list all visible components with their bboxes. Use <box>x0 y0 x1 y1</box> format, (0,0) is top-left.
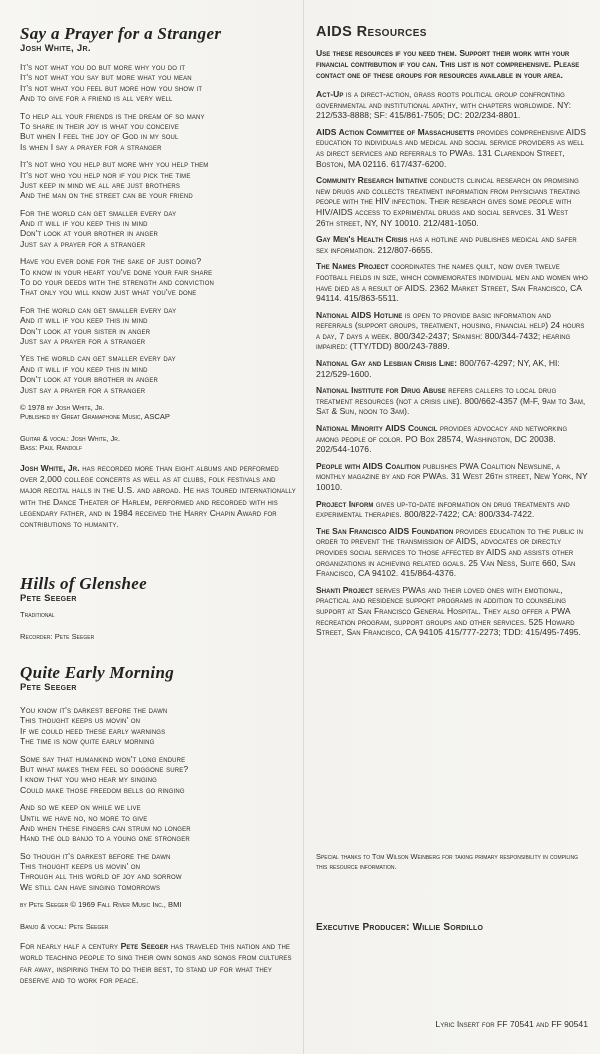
resource-name: National Minority AIDS Council <box>316 423 438 434</box>
lyric-line: And it will if you keep this in mind <box>20 218 148 229</box>
lyric-line: Until we have no, no more to give <box>20 812 148 823</box>
resources-heading: AIDS Resources <box>316 24 427 40</box>
resource-text: is open to provide basic information and referrals (support groups, treatment, housing, financial help) 24 hours a day, 7 days a week. 800/342-2437; Spanish: 800/344-7432; hearing impaired: (TTY/TDD) 800/243-7889. <box>316 309 585 352</box>
resource-name: Act-Up <box>316 89 344 99</box>
verse-1 <box>20 62 298 104</box>
resource-text: 800/767-4297; NY, AK, HI: 212/529-1600. <box>316 358 560 379</box>
lyric-line: The time is now quite early morning <box>20 736 155 747</box>
resource-text: provides education to the public in order to prevent the transmission of AIDS, advocates or directly provides social services to those affected by AIDS and assists other organizations in achieving related goals. 25 Van Ness, Suite 660, San Francisco, CA 94102. 415/864-4376. <box>316 525 583 579</box>
lyric-line: Some say that humankind won't long endure <box>20 753 186 764</box>
credits-block <box>316 852 588 871</box>
bio-text: has traveled this nation and the world teaching people to sing their own songs and songs from cultures far away, inspiring them to do their best, to stand up for what they deserve and to work for peace. <box>20 941 292 985</box>
lyric-line: It's not who you help nor if you pick the time <box>20 169 191 180</box>
bio-text: has recorded more than eight albums and performed over 2,000 college concerts as well as at clubs, folk festivals and major recital halls in the U.S. and abroad. He has toured internationally with the Dance Theater of Harlem, performed and recorded with his legendary father, and in 1984 received the Harry Chapin Award for contributions to humanity. <box>20 462 296 529</box>
lyric-line: Just keep in mind we all are just brothers <box>20 179 181 190</box>
resource-entry <box>316 385 588 417</box>
lyric-line: Could make those freedom bells go ringing <box>20 784 185 795</box>
lyric-line: This thought keeps us movin' on <box>20 715 141 726</box>
artist-bio <box>20 463 298 530</box>
footer-block <box>316 1019 588 1029</box>
special-thanks: Special thanks to Tom Wilson Weinberg for taking primary responsibility in compiling this resource information. <box>316 852 579 871</box>
lyric-line: Have you ever done for the sake of just doing? <box>20 256 202 267</box>
resource-name: National Gay and Lesbian Crisis Line: <box>316 358 458 369</box>
resource-entry <box>316 261 588 303</box>
performer-line: Guitar & vocal: Josh White, Jr. <box>20 433 121 443</box>
resource-text: gives up-to-date information on drug treatments and experimental therapies. 800/822-7422; CA: 800/334-7422. <box>316 498 570 520</box>
lyric-line: To know in your heart you've done your fair share <box>20 266 213 277</box>
lyric-line: And when these fingers can strum no longer <box>20 822 191 833</box>
lyric-line: To do your deeds with the strength and conviction <box>20 277 215 288</box>
resource-name: Gay Men's Health Crisis <box>316 234 408 245</box>
resource-entry <box>316 423 588 455</box>
resource-text: serves PWAs and their loved ones with emotional, practical and residence support programs in addition to counseling support at San Francisco General Hospital. They also offer a PWA recreation program, support groups and other services. 525 Howard Street, San Francisco, CA 94105 415/777-2273; TDD: 415/495-7495. <box>316 584 581 638</box>
lyric-line: To share in their joy is what you conceive <box>20 120 179 131</box>
lyric-line: Is when I say a prayer for a stranger <box>20 141 162 152</box>
verse-5 <box>20 256 298 298</box>
lyric-line: It's not what you feel but more how you show it <box>20 82 203 93</box>
resource-name: People with AIDS Coalition <box>316 460 421 471</box>
song-title: Hills of Glenshee <box>20 574 147 593</box>
copyright-line: by Pete Seeger © 1969 Fall River Music Inc., BMI <box>20 900 182 910</box>
verse-3 <box>20 802 298 844</box>
executive-producer: Executive Producer: Willie Sordillo <box>316 922 484 933</box>
song-byline: Josh White, Jr. <box>20 43 91 54</box>
lyric-line: Just say a prayer for a stranger <box>20 238 146 249</box>
song-title: Say a Prayer for a Stranger <box>20 24 222 43</box>
verse-4 <box>20 851 298 893</box>
song-quite-early-morning <box>20 664 298 986</box>
lyric-line: I know that you who hear my singing <box>20 774 157 785</box>
resource-entry <box>316 89 588 121</box>
traditional-label: Traditional <box>20 610 55 619</box>
lyric-line: But what makes them feel so doggone sure? <box>20 763 189 774</box>
song-byline: Pete Seeger <box>20 682 77 693</box>
resource-text: publishes PWA Coalition Newsline, a monthly magazine by and for PWAs. 31 West 26th street, New York, NY 10010. <box>316 460 588 492</box>
song-byline: Pete Seeger <box>20 593 77 604</box>
resource-name: National Institute for Drug Abuse <box>316 385 446 396</box>
resource-entry <box>316 127 588 169</box>
resource-text: conducts clinical research on promising new drugs and collects treatment information from physicians treating people with the HIV infection. Their research gives some people with HIV/AIDS access to exprimental drugs and social servces. 31 West 26th street, NY, NY 10010. 212/481-1050. <box>316 175 581 228</box>
resource-entry <box>316 234 588 255</box>
verse-1 <box>20 705 298 747</box>
performer-line: Bass: Paul Randolf <box>20 443 82 453</box>
resource-entry <box>316 310 588 352</box>
lyric-line: Just say a prayer for a stranger <box>20 335 146 346</box>
lyric-line: And it will if you keep this in mind <box>20 363 148 374</box>
artist-bio <box>20 941 298 986</box>
lyric-line: Through all this world of joy and sorrow <box>20 871 182 882</box>
lyric-line: And to give for a friend is all very well <box>20 93 173 104</box>
lyric-line: For the world can get smaller every day <box>20 304 177 315</box>
insert-footer: Lyric Insert for FF 70541 and FF 90541 <box>435 1019 588 1029</box>
lyric-line: For the world can get smaller every day <box>20 207 177 218</box>
lyric-line: Don't look at your brother in anger <box>20 374 158 385</box>
resources-intro: Use these resources if you need them. Support their work with your financial contribution if you can. This list is not comprehensive. Please contact one of these groups for resources available in your area. <box>316 48 580 80</box>
resource-text: provides advocacy and networking among people of color. PO Box 28574, Washington, DC 20038. 202/544-1076. <box>316 423 568 455</box>
verse-7 <box>20 353 298 395</box>
resource-text: coordinates the names quilt, now over twelve football fields in size, which commemorates individual men and women who have died as a result of AIDS. 2362 Market Street, San Francisco, CA 94114. 415/863-5511. <box>316 261 588 304</box>
resource-name: Community Research Initiative <box>316 175 428 186</box>
resource-name: AIDS Action Committee of Massachusetts <box>316 126 475 137</box>
resource-entry <box>316 585 588 638</box>
lyric-line: Hand the old banjo to a young one stronger <box>20 833 190 844</box>
verse-6 <box>20 305 298 347</box>
publisher-line: Published by Great Gramaphone Music, ASCAP <box>20 412 171 422</box>
resource-text: provides comprehensive AIDS education to individuals and medical and social service providers as well as direct services and referrals to PWAs. 131 Clarendon Street, Boston, MA 02116. 617/437-6200. <box>316 126 586 169</box>
lyric-line: It's not what you say but more what you mean <box>20 72 192 83</box>
lyric-line: So though it's darkest before the dawn <box>20 850 171 861</box>
resource-name: The Names Project <box>316 261 389 272</box>
song-say-a-prayer <box>20 25 298 530</box>
verse-4 <box>20 208 298 250</box>
resource-text: refers callers to local drug treatment resources (not a crisis line). 800/662-4357 (M-F, 9am to 3am, Sat & Sun, noon to 3am). <box>316 385 586 417</box>
lyric-line: You know it's darkest before the dawn <box>20 705 168 715</box>
song-hills-of-glenshee <box>20 575 298 641</box>
resource-text: is a direct-action, grass roots political group confronting governmental and institutional apathy, with chapters worldwide. NY: 212/533-8888; SF: 415/861-7505; DC: 202/234-8801. <box>316 89 571 121</box>
song-title: Quite Early Morning <box>20 663 175 682</box>
lyric-line: It's not what you do but more why you do it <box>20 62 186 72</box>
verse-2 <box>20 111 298 153</box>
lyric-line: We still can have singing tomorrows <box>20 881 161 892</box>
lyric-line: It's not who you help but more why you help them <box>20 159 209 170</box>
bio-name: Pete Seeger <box>120 941 169 952</box>
verse-2 <box>20 754 298 796</box>
resource-entry <box>316 358 588 379</box>
lyric-line: Just say a prayer for a stranger <box>20 384 146 395</box>
lyric-line: And so we keep on while we live <box>20 802 141 813</box>
performer-line: Recorder: Pete Seeger <box>20 631 95 641</box>
performer-line: Banjo & vocal: Pete Seeger <box>20 921 109 931</box>
lyric-line: Don't look at your sister in anger <box>20 325 151 336</box>
resource-entry <box>316 499 588 520</box>
lyric-line: To help all your friends is the dream of so many <box>20 110 205 121</box>
lyric-line: That only you will know just what you've done <box>20 287 197 298</box>
lyric-line: And the man on the street can be your friend <box>20 190 193 201</box>
lyric-line: This thought keeps us movin' on <box>20 861 141 872</box>
resource-entry <box>316 175 588 228</box>
resource-text: has a hotline and publishes medical and safer sex information. 212/807-6655. <box>316 234 577 255</box>
lyric-line: Don't look at your brother in anger <box>20 228 158 239</box>
copyright-line: © 1978 by Josh White, Jr. <box>20 402 105 412</box>
lyric-line: Yes the world can get smaller every day <box>20 353 176 364</box>
verse-3 <box>20 159 298 201</box>
lyric-line: If we could heed these early warnings <box>20 725 166 736</box>
resource-name: The San Francisco AIDS Foundation <box>316 525 454 536</box>
resource-entry <box>316 526 588 579</box>
executive-block <box>316 922 588 933</box>
resource-name: Shanti Project <box>316 584 374 595</box>
performer-credits <box>20 434 298 453</box>
bio-name: Josh White, Jr. <box>20 462 80 473</box>
resources-column <box>316 24 588 644</box>
copyright-block <box>20 403 298 422</box>
lyric-line: But when I feel the joy of God in my soul <box>20 131 179 142</box>
resource-name: Project Inform <box>316 498 374 509</box>
resource-entry <box>316 461 588 493</box>
resource-name: National AIDS Hotline <box>316 309 403 320</box>
fold-line <box>303 0 304 1054</box>
lyric-line: And it will if you keep this in mind <box>20 315 148 326</box>
bio-text: For nearly half a century <box>20 941 121 952</box>
